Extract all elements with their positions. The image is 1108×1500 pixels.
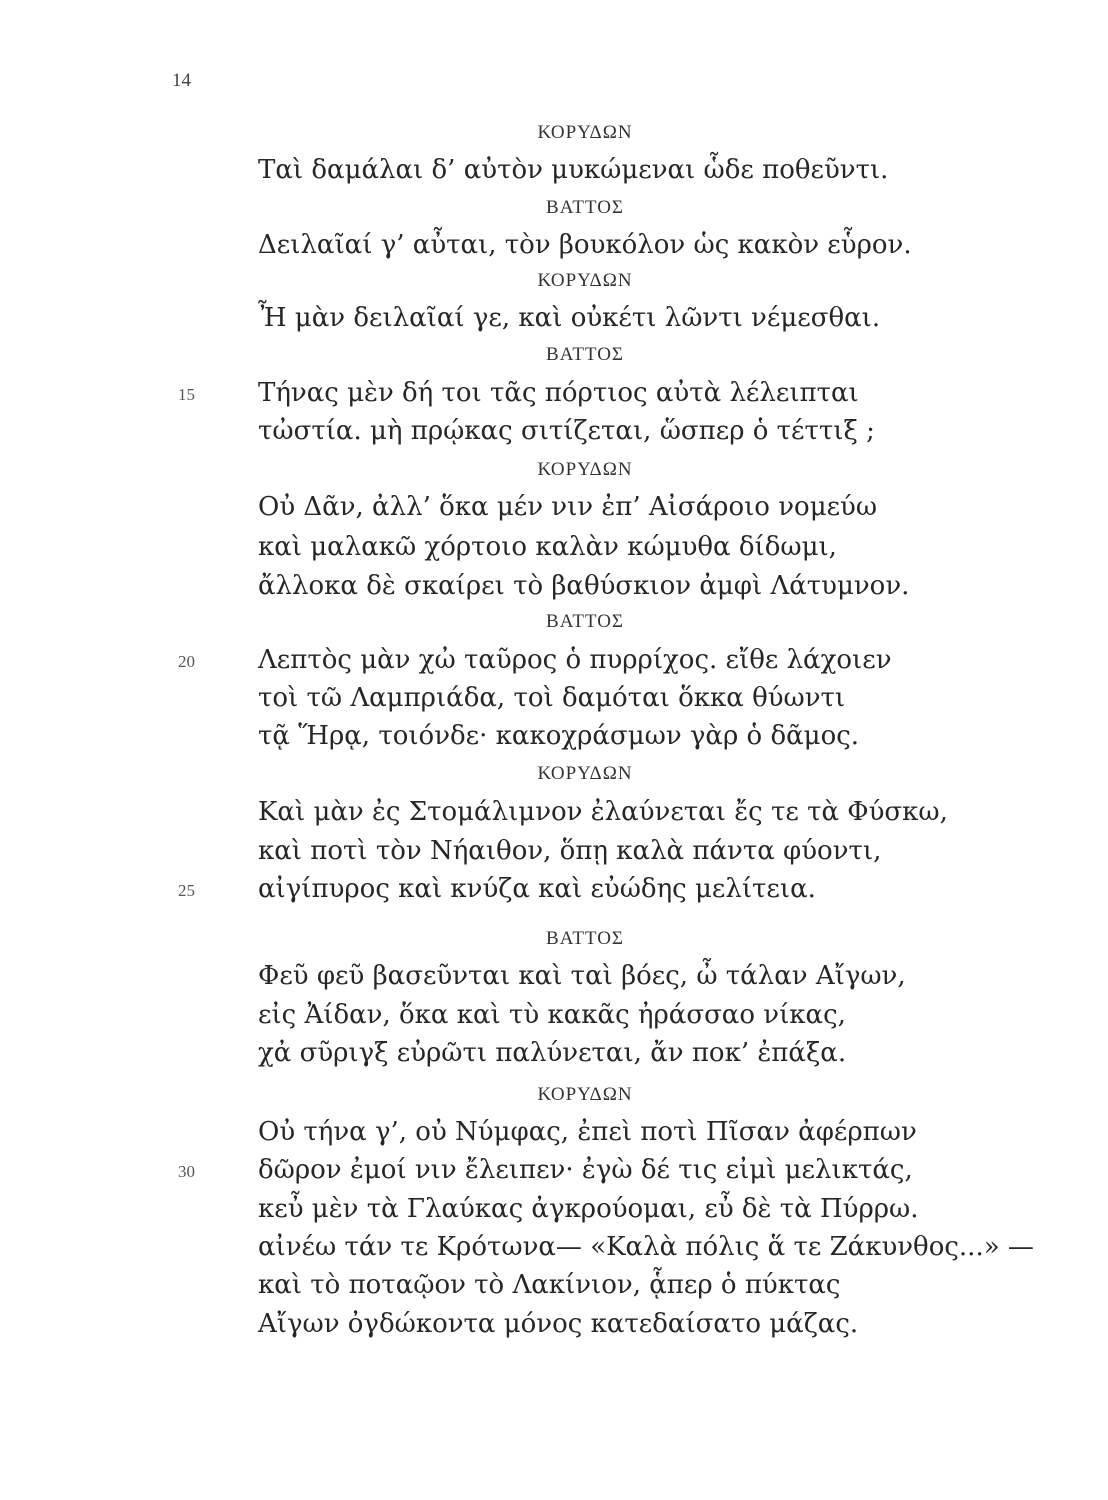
verse-line: Οὐ Δᾶν, ἀλλ’ ὅκα μέν νιν ἐπ’ Αἰσάροιο νομεύω — [258, 492, 878, 522]
verse-line: Αἴγων ὀγδώκοντα μόνος κατεδαίσατο μάζας. — [258, 1309, 859, 1339]
verse-line: Ἦ μὰν δειλαῖαί γε, καὶ οὐκέτι λῶντι νέμεσθαι. — [258, 303, 881, 333]
speaker-name: ΚΟΡΥΔΩΝ — [537, 1084, 633, 1105]
verse-line: ἄλλοκα δὲ σκαίρει τὸ βαθύσκιον ἀμφὶ Λάτυμνον. — [258, 571, 910, 601]
verse-line: κεὖ μὲν τὰ Γλαύκας ἀγκρούομαι, εὖ δὲ τὰ Πύρρω. — [258, 1194, 919, 1224]
page-number: 14 — [172, 70, 191, 91]
line-number: 15 — [178, 385, 195, 404]
verse-line: καὶ μαλακῶ χόρτοιο καλὰν κώμυθα δίδωμι, — [258, 532, 837, 562]
verse-line: εἰς Ἀίδαν, ὅκα καὶ τὺ κακᾶς ἠράσσαο νίκας, — [258, 1000, 846, 1030]
speaker-name: ΒΑΤΤΟΣ — [546, 344, 624, 365]
speaker-name: ΒΑΤΤΟΣ — [546, 928, 624, 949]
speaker-name: ΒΑΤΤΟΣ — [546, 197, 624, 218]
verse-line: χἀ σῦριγξ εὐρῶτι παλύνεται, ἄν ποκ’ ἐπάξα. — [258, 1038, 847, 1068]
line-number: 25 — [178, 881, 195, 900]
speaker-name: ΚΟΡΥΔΩΝ — [537, 270, 633, 291]
verse-line: Καὶ μὰν ἐς Στομάλιμνον ἐλαύνεται ἔς τε τὰ Φύσκω, — [258, 797, 948, 827]
verse-line: αἰγίπυρος καὶ κνύζα καὶ εὐώδης μελίτεια. — [258, 874, 816, 904]
line-number: 20 — [178, 652, 195, 671]
verse-line: Λεπτὸς μὰν χὠ ταῦρος ὁ πυρρίχος. εἴθε λάχοιεν — [258, 645, 892, 675]
verse-line: αἰνέω τάν τε Κρότωνα— «Καλὰ πόλις ἅ τε Ζάκυνθος...» — — [258, 1232, 1034, 1262]
verse-line: καὶ τὸ ποταῷον τὸ Λακίνιον, ᾇπερ ὁ πύκτας — [258, 1270, 841, 1300]
speaker-name: ΚΟΡΥΔΩΝ — [537, 122, 633, 143]
verse-line: Ταὶ δαμάλαι δ’ αὐτὸν μυκώμεναι ὧδε ποθεῦντι. — [258, 155, 889, 185]
verse-line: καὶ ποτὶ τὸν Νήαιθον, ὅπῃ καλὰ πάντα φύοντι, — [258, 836, 882, 866]
verse-line: τὠστία. μὴ πρῴκας σιτίζεται, ὥσπερ ὁ τέττιξ ; — [258, 416, 875, 446]
verse-line: δῶρον ἐμοί νιν ἔλειπεν· ἐγὼ δέ τις εἰμὶ μελικτάς, — [258, 1155, 913, 1185]
speaker-name: ΚΟΡΥΔΩΝ — [537, 763, 633, 784]
verse-line: Δειλαῖαί γ’ αὖται, τὸν βουκόλον ὡς κακὸν εὗρον. — [258, 230, 912, 260]
verse-line: τᾷ Ἥρᾳ, τοιόνδε· κακοχράσμων γὰρ ὁ δᾶμος. — [258, 721, 860, 751]
speaker-name: ΚΟΡΥΔΩΝ — [537, 459, 633, 480]
verse-line: τοὶ τῶ Λαμπριάδα, τοὶ δαμόται ὅκκα θύωντι — [258, 683, 846, 713]
verse-line: Τήνας μὲν δή τοι τᾶς πόρτιος αὐτὰ λέλειπται — [258, 378, 859, 408]
line-number: 30 — [178, 1162, 195, 1181]
verse-line: Οὐ τήνα γ’, οὐ Νύμφας, ἐπεὶ ποτὶ Πῖσαν ἀφέρπων — [258, 1117, 917, 1147]
speaker-name: ΒΑΤΤΟΣ — [546, 611, 624, 632]
verse-line: Φεῦ φεῦ βασεῦνται καὶ ταὶ βόες, ὦ τάλαν Αἴγων, — [258, 961, 906, 991]
